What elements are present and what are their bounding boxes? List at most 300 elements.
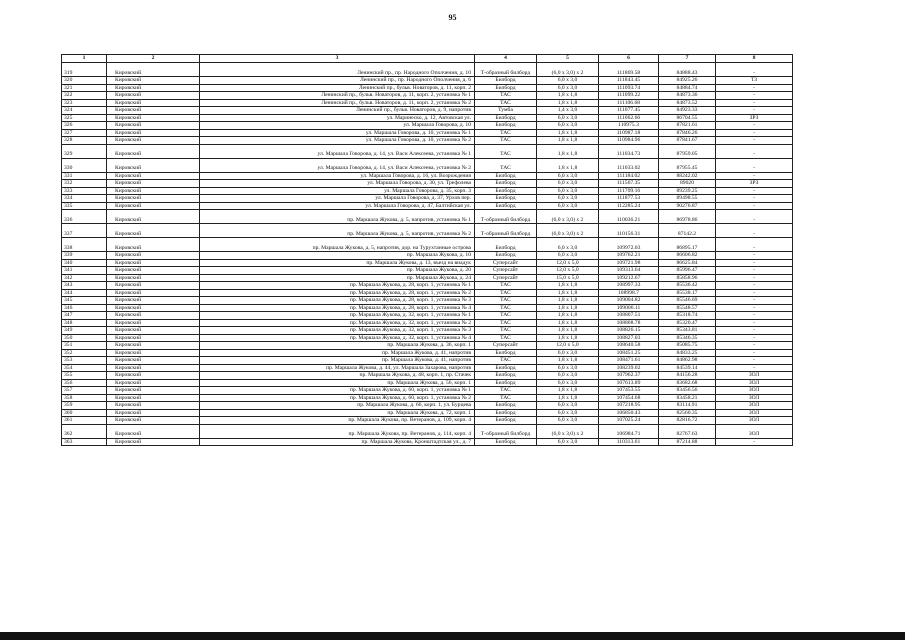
cell-coord-x: 107453.55 [599,387,659,395]
cell-structure-type: Билборд [475,172,537,180]
cell-coord-x: 110987.18 [599,129,659,137]
table-row [62,297,793,305]
cell-dimensions: 15,0 х 5,0 [537,274,599,282]
cell-coord-y: 85538.17 [659,289,716,297]
cell-zone: - [716,304,793,312]
cell-structure-type: Билборд [475,379,537,387]
table-row [62,319,793,327]
cell-row-number: 360 [62,409,107,417]
cell-zone: - [716,195,793,203]
cell-coord-y: 89239.25 [659,187,716,195]
table-row [62,114,793,122]
cell-structure-type: ТАС [475,297,537,305]
cell-address: Ленинский пр., бульв. Новаторов, д. 9, напротив [200,107,475,115]
cell-coord-x: 111843.45 [599,77,659,85]
cell-district: Кировский [107,394,200,402]
cell-zone: - [716,210,793,224]
cell-dimensions: 6,0 х 3,0 [537,349,599,357]
cell-coord-y: 84884.74 [659,84,716,92]
table-row [62,289,793,297]
cell-structure-type: Билборд [475,202,537,210]
cell-zone: ЗОЛ [716,394,793,402]
cell-coord-y: 82816.72 [659,417,716,425]
cell-dimensions: 1,4 х 3,0 [537,107,599,115]
page-number: 95 [448,13,457,22]
cell-address: пр. Маршала Жукова, д. 13, въезд на виадук [200,259,475,267]
table-row [62,282,793,290]
cell-structure-type: Т-образный билборд [475,224,537,238]
cell-address: пр. Маршала Жукова, д. 44, ул. Маршала Захарова, напротив [200,364,475,372]
table-row [62,342,793,350]
table-row [62,379,793,387]
table-row [62,238,793,252]
cell-coord-y: 89020 [659,180,716,188]
header-coord-y: 7 [659,55,716,63]
cell-address: пр. Маршала Жукова, пр. Ветеранов, д. 114, корп. 4 [200,424,475,438]
cell-structure-type: Тумба [475,107,537,115]
table-row [62,372,793,380]
cell-structure-type: Суперсайт [475,267,537,275]
cell-zone: - [716,224,793,238]
cell-district: Кировский [107,63,200,77]
cell-zone: - [716,158,793,172]
table-row [62,122,793,130]
cell-structure-type: ТАС [475,334,537,342]
cell-district: Кировский [107,158,200,172]
cell-structure-type: ТАС [475,92,537,100]
table-row [62,409,793,417]
cell-coord-y: 85536.42 [659,282,716,290]
cell-dimensions: 6,0 х 3,0 [537,364,599,372]
cell-row-number: 331 [62,172,107,180]
cell-structure-type: Билборд [475,364,537,372]
table-row [62,304,793,312]
cell-zone: ЗОЛ [716,409,793,417]
cell-coord-x: 108807.51 [599,312,659,320]
table-row [62,357,793,365]
cell-structure-type: ТАС [475,144,537,158]
header-district: 2 [107,55,200,63]
table-row [62,107,793,115]
table-row [62,267,793,275]
cell-address: пр. Маршала Жукова, д. 66, корп. 1, ул. Бурцева [200,402,475,410]
cell-zone: ЗОЛ [716,372,793,380]
cell-coord-x: 108998.7 [599,289,659,297]
cell-address: пр. Маршала Жукова, д. 48, корп. 1, пр. Стачек [200,372,475,380]
cell-zone: - [716,282,793,290]
cell-coord-x: 111034.73 [599,144,659,158]
cell-zone: ЗОЛ [716,387,793,395]
cell-zone: - [716,238,793,252]
cell-structure-type: Билборд [475,238,537,252]
cell-dimensions: 1,8 х 1,8 [537,129,599,137]
cell-row-number: 322 [62,92,107,100]
cell-district: Кировский [107,180,200,188]
cell-district: Кировский [107,424,200,438]
cell-row-number: 357 [62,387,107,395]
cell-dimensions: 6,0 х 3,0 [537,438,599,446]
cell-address: ул. Маршала Говорова, д. 14, ул. Васи Алексеева, установка № 2 [200,158,475,172]
cell-row-number: 346 [62,304,107,312]
cell-district: Кировский [107,210,200,224]
cell-address: пр. Маршала Жукова, д. 28, корп. 1, установка № 1 [200,282,475,290]
cell-row-number: 362 [62,424,107,438]
cell-dimensions: 1,8 х 1,8 [537,289,599,297]
cell-dimensions: 1,8 х 1,8 [537,334,599,342]
cell-district: Кировский [107,327,200,335]
cell-structure-type: Билборд [475,180,537,188]
cell-district: Кировский [107,252,200,260]
cell-address: Ленинский пр., бульв. Новаторов, д. 11, корп. 2, установка № 1 [200,92,475,100]
cell-zone: - [716,122,793,130]
cell-coord-x: 111106.68 [599,99,659,107]
cell-zone: - [716,327,793,335]
cell-address: ул. Маршала Говорова, д. 30, ул. Трефолева [200,180,475,188]
table-row [62,394,793,402]
cell-zone: - [716,107,793,115]
cell-dimensions: 12,0 х 5,0 [537,342,599,350]
cell-zone: - [716,137,793,145]
cell-district: Кировский [107,372,200,380]
cell-coord-x: 110036.21 [599,210,659,224]
cell-coord-y: 87821.61 [659,122,716,130]
cell-coord-x: 108471.61 [599,357,659,365]
cell-address: пр. Маршала Жукова, д. 28, корп. 1, установка № 2 [200,289,475,297]
cell-row-number: 335 [62,202,107,210]
cell-address: пр. Маршала Жукова, д. 60, корп. 1, установка № 2 [200,394,475,402]
cell-district: Кировский [107,259,200,267]
table-row [62,172,793,180]
cell-coord-x: 106850.43 [599,409,659,417]
cell-zone: - [716,274,793,282]
cell-row-number: 319 [62,63,107,77]
cell-zone: ЗОЛ [716,402,793,410]
cell-coord-y: 85858.96 [659,274,716,282]
cell-dimensions: 1,8 х 1,8 [537,137,599,145]
cell-structure-type: ТАС [475,357,537,365]
cell-row-number: 337 [62,224,107,238]
cell-zone: - [716,349,793,357]
cell-dimensions: 6,0 х 3,0 [537,202,599,210]
cell-structure-type: Билборд [475,77,537,85]
cell-structure-type: ТАС [475,327,537,335]
cell-structure-type: Т-образный билборд [475,63,537,77]
cell-coord-x: 109004.82 [599,297,659,305]
table-row [62,202,793,210]
cell-zone: - [716,187,793,195]
table-row [62,99,793,107]
cell-zone: - [716,202,793,210]
cell-row-number: 328 [62,137,107,145]
cell-address: пр. Маршала Жукова, пр. Ветеранов, д. 109, корп. 4 [200,417,475,425]
cell-address: пр. Маршала Жукова, д. 60, корп. 1, установка № 1 [200,387,475,395]
cell-district: Кировский [107,357,200,365]
header-coord-x: 6 [599,55,659,63]
cell-address: Ленинский пр., бульв. Новаторов, д. 11, корп. 2 [200,84,475,92]
cell-zone: - [716,63,793,77]
cell-structure-type: Билборд [475,252,537,260]
cell-zone: - [716,99,793,107]
cell-district: Кировский [107,92,200,100]
table-row [62,210,793,224]
cell-district: Кировский [107,312,200,320]
cell-district: Кировский [107,289,200,297]
cell-structure-type: ТАС [475,289,537,297]
cell-dimensions: 6,0 х 3,0 [537,114,599,122]
cell-address: ул. Маршала Говорова, д. 47, Балтийская ул. [200,202,475,210]
cell-zone: - [716,334,793,342]
cell-coord-x: 110156.31 [599,224,659,238]
cell-row-number: 321 [62,84,107,92]
table-row [62,327,793,335]
cell-structure-type: Билборд [475,417,537,425]
cell-row-number: 348 [62,319,107,327]
cell-coord-x: 111184.02 [599,172,659,180]
table-row [62,84,793,92]
cell-structure-type: ТАС [475,129,537,137]
cell-coord-y: 86978.86 [659,210,716,224]
cell-district: Кировский [107,99,200,107]
cell-zone: ЗРЗ [716,114,793,122]
cell-coord-y: 89498.55 [659,195,716,203]
cell-address: ул. Маршала Говорова, д. 35, корп. 3 [200,187,475,195]
cell-address: пр. Маршала Жукова, д. 56, корп. 1 [200,379,475,387]
cell-dimensions: 1,8 х 1,8 [537,158,599,172]
cell-district: Кировский [107,187,200,195]
cell-coord-x: 111567.35 [599,180,659,188]
cell-district: Кировский [107,297,200,305]
cell-row-number: 326 [62,122,107,130]
cell-row-number: 330 [62,158,107,172]
cell-zone: - [716,259,793,267]
cell-structure-type: ТАС [475,99,537,107]
cell-address: пр. Маршала Жукова, д. 72, корп. 1 [200,409,475,417]
cell-row-number: 350 [62,334,107,342]
header-row [62,55,793,63]
cell-coord-y: 85318.74 [659,312,716,320]
cell-structure-type: ТАС [475,319,537,327]
table-row [62,387,793,395]
cell-address: ул. Маршала Говорова, д. 16, ул. Возрождения [200,172,475,180]
cell-coord-x: 108827.03 [599,334,659,342]
cell-row-number: 332 [62,180,107,188]
cell-zone: - [716,92,793,100]
cell-structure-type: Билборд [475,409,537,417]
cell-coord-x: 112285.24 [599,202,659,210]
cell-dimensions: 1,8 х 1,8 [537,144,599,158]
cell-district: Кировский [107,122,200,130]
cell-row-number: 341 [62,267,107,275]
cell-address: пр. Маршала Жукова, д. 24 [200,274,475,282]
cell-structure-type: Билборд [475,438,537,446]
cell-zone: ТЗ [716,77,793,85]
cell-row-number: 343 [62,282,107,290]
cell-coord-x: 107613.89 [599,379,659,387]
cell-coord-x: 108239.02 [599,364,659,372]
cell-coord-y: 87214.88 [659,438,716,446]
table-row [62,402,793,410]
cell-dimensions: 1,8 х 1,8 [537,99,599,107]
cell-coord-y: 88242.02 [659,172,716,180]
cell-zone: - [716,84,793,92]
cell-dimensions: (6,0 х 3,0) х 2 [537,424,599,438]
cell-row-number: 349 [62,327,107,335]
cell-row-number: 334 [62,195,107,203]
table-row [62,312,793,320]
cell-dimensions: 12,0 х 5,0 [537,267,599,275]
cell-address: ул. Маршала Говорова, д. 10 [200,122,475,130]
cell-dimensions: 6,0 х 3,0 [537,195,599,203]
cell-row-number: 327 [62,129,107,137]
cell-dimensions: (6,0 х 3,0) х 2 [537,63,599,77]
cell-dimensions: 1,8 х 1,8 [537,394,599,402]
cell-address: пр. Маршала Жукова, д. 28, корп. 1, установка № 4 [200,304,475,312]
cell-coord-y: 84923.33 [659,107,716,115]
cell-zone: - [716,357,793,365]
cell-zone: - [716,297,793,305]
table-row [62,144,793,158]
cell-address: пр. Маршала Жукова, д. 41, напротив [200,349,475,357]
cell-zone: ЗРЗ [716,180,793,188]
header-zone: 8 [716,55,793,63]
cell-district: Кировский [107,342,200,350]
cell-coord-y: 84873.36 [659,92,716,100]
cell-address: ул. Маршала Говорова, д. 37, Урхов пер. [200,195,475,203]
cell-address: пр. Маршала Жукова, д. 32, корп. 1, установка № 1 [200,312,475,320]
cell-zone: - [716,312,793,320]
cell-dimensions: 1,8 х 1,8 [537,282,599,290]
cell-structure-type: Билборд [475,402,537,410]
table-row [62,129,793,137]
header-row-number: 1 [62,55,107,63]
cell-row-number: 353 [62,357,107,365]
cell-district: Кировский [107,349,200,357]
cell-address: пр. Маршала Жукова, д. 5, напротив, установка № 2 [200,224,475,238]
cell-coord-x: 111099.22 [599,92,659,100]
cell-coord-x: 107962.37 [599,372,659,380]
cell-address: ул. Маринеско, д. 12, Автовская ул. [200,114,475,122]
cell-address: пр. Маршала Жукова, д. 5, напротив, дор. на Турухтанные острова [200,238,475,252]
cell-zone: - [716,319,793,327]
cell-zone: - [716,267,793,275]
table-row [62,364,793,372]
cell-row-number: 352 [62,349,107,357]
cell-district: Кировский [107,409,200,417]
cell-district: Кировский [107,417,200,425]
cell-coord-y: 83458.21 [659,394,716,402]
cell-coord-x: 109212.67 [599,274,659,282]
cell-district: Кировский [107,137,200,145]
cell-address: Ленинский пр., бульв. Новаторов, д. 11, корп. 2, установка № 2 [200,99,475,107]
billboard-register-table [61,54,793,446]
cell-row-number: 320 [62,77,107,85]
cell-row-number: 329 [62,144,107,158]
cell-structure-type: Т-образный билборд [475,210,537,224]
cell-structure-type: ТАС [475,394,537,402]
cell-district: Кировский [107,77,200,85]
cell-address: Ленинский пр., пр. Народного Ополчения, д. 6 [200,77,475,85]
cell-row-number: 342 [62,274,107,282]
cell-dimensions: 6,0 х 3,0 [537,402,599,410]
cell-coord-x: 110313.61 [599,438,659,446]
table-row [62,417,793,425]
cell-coord-x: 109721.98 [599,259,659,267]
cell-coord-x: 108808.78 [599,319,659,327]
cell-zone: ЗОЛ [716,417,793,425]
cell-structure-type: ТАС [475,387,537,395]
cell-zone: - [716,342,793,350]
cell-dimensions: 1,8 х 1,8 [537,297,599,305]
cell-coord-y: 84925.26 [659,77,716,85]
cell-coord-x: 110984.96 [599,137,659,145]
cell-coord-y: 87841.67 [659,137,716,145]
cell-district: Кировский [107,224,200,238]
cell-district: Кировский [107,84,200,92]
cell-structure-type: ТАС [475,137,537,145]
cell-structure-type: ТАС [475,158,537,172]
cell-zone: - [716,129,793,137]
cell-row-number: 338 [62,238,107,252]
cell-row-number: 355 [62,372,107,380]
cell-structure-type: Билборд [475,372,537,380]
cell-row-number: 336 [62,210,107,224]
cell-district: Кировский [107,387,200,395]
cell-district: Кировский [107,282,200,290]
cell-coord-y: 82560.35 [659,409,716,417]
cell-coord-y: 83114.91 [659,402,716,410]
cell-coord-y: 83456.56 [659,387,716,395]
cell-district: Кировский [107,274,200,282]
cell-district: Кировский [107,304,200,312]
cell-coord-x: 111093.74 [599,84,659,92]
table-row [62,158,793,172]
cell-dimensions: 6,0 х 3,0 [537,409,599,417]
cell-district: Кировский [107,195,200,203]
cell-dimensions: 1,8 х 1,8 [537,92,599,100]
cell-coord-y: 84862.98 [659,357,716,365]
cell-dimensions: 1,8 х 1,8 [537,357,599,365]
cell-coord-y: 87955.45 [659,158,716,172]
cell-structure-type: Билборд [475,187,537,195]
cell-coord-x: 106984.71 [599,424,659,438]
cell-coord-y: 85996.47 [659,267,716,275]
cell-zone: - [716,172,793,180]
cell-address: пр. Маршала Жукова, д. 36, корп. 1 [200,342,475,350]
table-row [62,334,793,342]
table-row [62,224,793,238]
cell-dimensions: 6,0 х 3,0 [537,238,599,252]
cell-address: пр. Маршала Жукова, д. 5, напротив, установка № 1 [200,210,475,224]
cell-structure-type: Билборд [475,195,537,203]
cell-dimensions: 6,0 х 3,0 [537,372,599,380]
table-row [62,77,793,85]
cell-row-number: 354 [62,364,107,372]
cell-address: пр. Маршала Жукова, д. 28, корп. 1, установка № 3 [200,297,475,305]
cell-dimensions: 1,8 х 1,8 [537,387,599,395]
cell-dimensions: 6,0 х 3,0 [537,379,599,387]
table-row [62,180,793,188]
header-dimensions: 5 [537,55,599,63]
cell-address: пр. Маршала Жукова, д. 32, корп. 1, установка № 3 [200,327,475,335]
cell-coord-x: 111033.02 [599,158,659,172]
cell-dimensions: 1,8 х 1,8 [537,304,599,312]
table-row [62,274,793,282]
cell-row-number: 333 [62,187,107,195]
cell-zone: - [716,144,793,158]
cell-coord-y: 85085.75 [659,342,716,350]
cell-coord-x: 111709.16 [599,187,659,195]
cell-zone: ЗОЛ [716,424,793,438]
